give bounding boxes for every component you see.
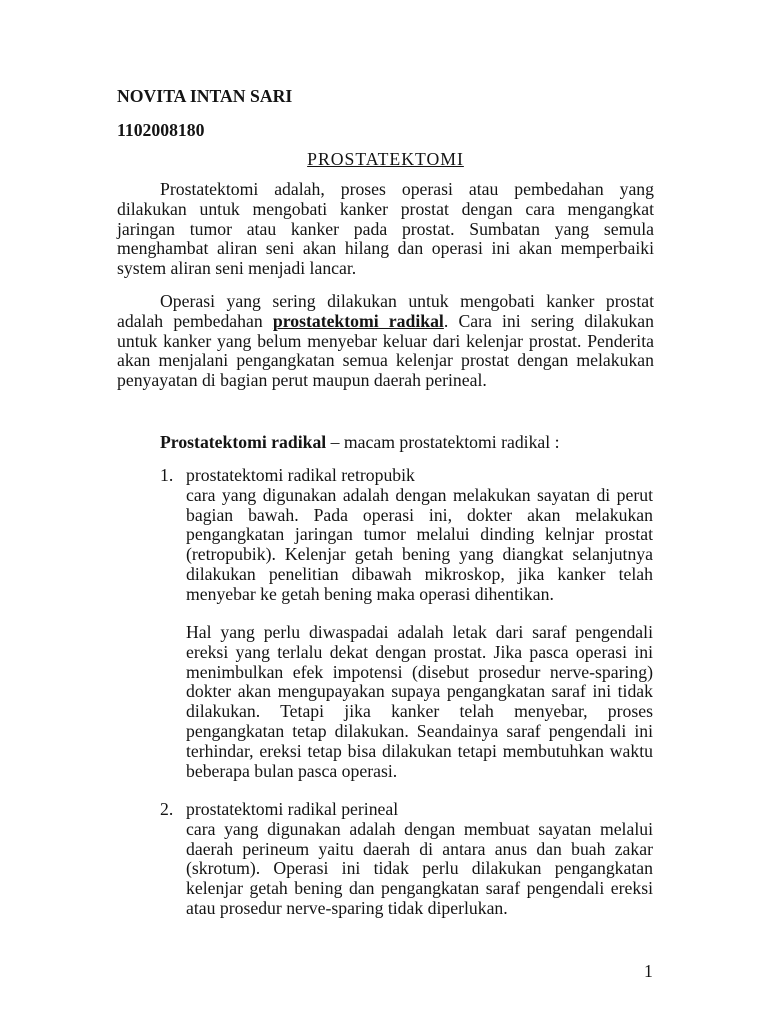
list-item-title: prostatektomi radikal perineal xyxy=(186,799,399,819)
paragraph-line: (skrotum). Operasi ini tidak perlu dilakukan pengangkatan xyxy=(186,858,653,879)
types-heading xyxy=(160,433,654,453)
paragraph-line: kelenjar getah bening dan pengangkatan saraf pengendali ereksi xyxy=(186,878,653,899)
paragraph-line: menyebar ke getah bening maka operasi dihentikan. xyxy=(186,583,554,604)
list-item xyxy=(160,800,653,919)
list-number: 2. xyxy=(160,799,174,819)
paragraph-line: dilakukan. Tetapi jika kanker telah menyebar, proses xyxy=(186,701,653,722)
author-name: NOVITA INTAN SARI xyxy=(117,86,293,106)
document-title: PROSTATEKTOMI xyxy=(307,149,464,169)
paragraph-line: Prostatektomi adalah, proses operasi atau pembedahan yang xyxy=(160,179,654,199)
list-item xyxy=(160,466,653,605)
paragraph-line: cara yang digunakan adalah dengan membuat sayatan melalui xyxy=(186,818,653,839)
paragraph-line: ereksi yang terlalu dekat dengan prostat. Jika pasca operasi ini xyxy=(186,641,653,662)
student-id: 1102008180 xyxy=(117,120,205,140)
paragraph-line: beberapa bulan pasca operasi. xyxy=(186,760,398,781)
paragraph-line: dilakukan penelitian dibawah mikroskop, jika kanker telah xyxy=(186,563,653,584)
list-item-header xyxy=(160,466,653,486)
paragraph-line: dilakukan untuk mengobati kanker prostat dengan cara mengangkat xyxy=(117,198,654,219)
paragraph-line: akan menjalani pengangkatan semua kelenjar prostat dengan melakukan xyxy=(117,350,654,371)
document-title-wrap xyxy=(117,150,654,170)
list-number: 1. xyxy=(160,465,174,485)
list-item-paragraph xyxy=(186,820,653,919)
paragraph-line: jaringan tumor atau kanker pada prostat. Sumbatan yang semula xyxy=(117,218,654,239)
paragraph-line: Hal yang perlu diwaspadai adalah letak dari saraf pengendali xyxy=(186,622,653,642)
paragraph-line: pengangkatan jaringan tumor melalui dinding kelnjar prostat xyxy=(186,524,653,545)
paragraph-line xyxy=(117,312,654,332)
paragraph-definition xyxy=(117,180,654,279)
paragraph-line: menimbulkan efek impotensi (disebut prosedur nerve-sparing) xyxy=(186,661,653,682)
paragraph-line: Operasi yang sering dilakukan untuk mengobati kanker prostat xyxy=(160,291,654,311)
paragraph-line: menghambat aliran seni akan hilang dan operasi ini akan memperbaiki xyxy=(117,238,654,259)
page-number: 1 xyxy=(644,961,653,981)
list-item-title: prostatektomi radikal retropubik xyxy=(186,465,415,485)
paragraph-line: system aliran seni menjadi lancar. xyxy=(117,258,357,279)
paragraph-line: penyayatan di bagian perut maupun daerah perineal. xyxy=(117,370,487,391)
types-heading-rest: – macam prostatektomi radikal : xyxy=(326,432,560,452)
types-heading-term: Prostatektomi radikal xyxy=(160,432,327,452)
paragraph-line: pengangkatan tetap dilakukan. Seandainya saraf pengendali ini xyxy=(186,720,653,741)
paragraph-line: (retropubik). Kelenjar getah bening yang diangkat selanjutnya xyxy=(186,544,653,565)
paragraph-operation xyxy=(117,292,654,391)
list-item-paragraph xyxy=(186,623,653,781)
line-text: adalah pembedahan xyxy=(117,310,273,331)
paragraph-line: atau prosedur nerve-sparing tidak diperlukan. xyxy=(186,897,508,918)
paragraph-line: untuk kanker yang belum menyebar keluar dari kelenjar prostat. Penderita xyxy=(117,330,654,351)
paragraph-line: cara yang digunakan adalah dengan melakukan sayatan di perut xyxy=(186,484,653,505)
paragraph-line: terhindar, ereksi tetap bisa dilakukan tetapi membutuhkan waktu xyxy=(186,740,653,761)
emphasis-term: prostatektomi radikal xyxy=(272,310,444,331)
list-item-header xyxy=(160,800,653,820)
list-item-paragraph xyxy=(186,486,653,605)
paragraph-line: daerah perineum yaitu daerah di antara anus dan buah zakar xyxy=(186,838,653,859)
paragraph-line: bagian bawah. Pada operasi ini, dokter akan melakukan xyxy=(186,504,653,525)
paragraph-line: dokter akan mengupayakan supaya pengangkatan saraf ini tidak xyxy=(186,681,653,702)
line-text: . Cara ini sering dilakukan xyxy=(443,310,654,331)
